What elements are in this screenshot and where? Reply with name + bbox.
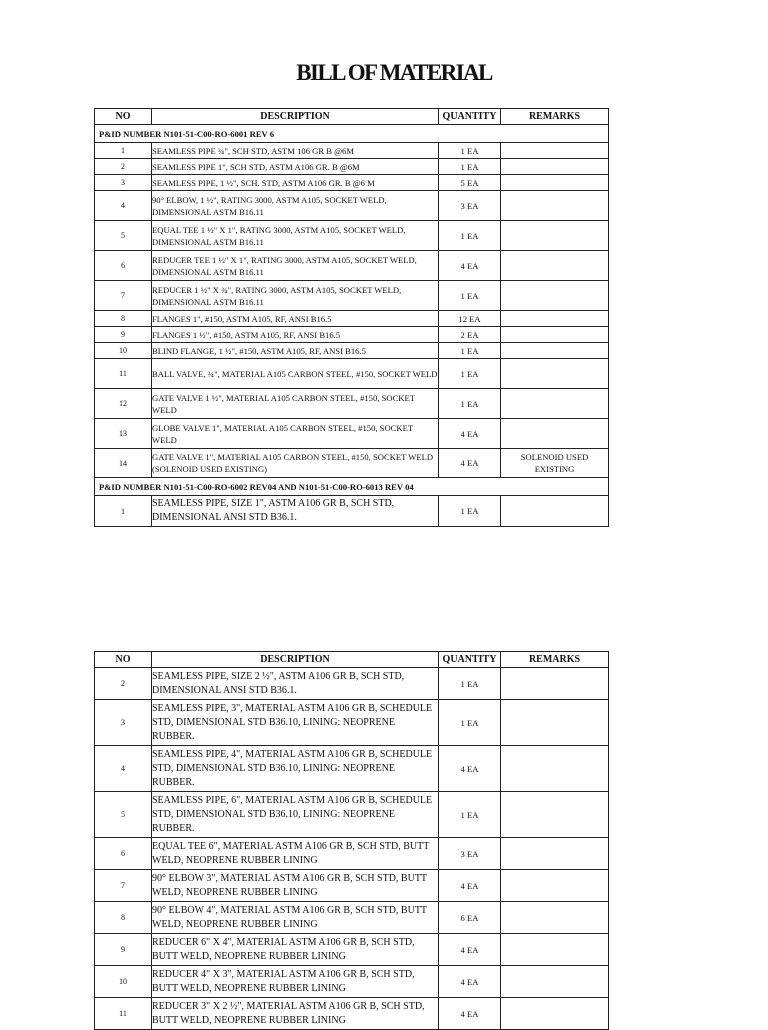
item-remarks xyxy=(501,668,609,700)
table-row xyxy=(95,281,609,311)
table-header-row xyxy=(95,109,609,125)
table-row xyxy=(95,838,609,870)
item-remarks xyxy=(501,419,609,449)
item-quantity: 1 EA xyxy=(439,389,501,419)
table-row xyxy=(95,419,609,449)
table-row xyxy=(95,449,609,478)
item-quantity: 1 EA xyxy=(439,359,501,389)
item-no: 6 xyxy=(95,838,152,870)
item-remarks xyxy=(501,902,609,934)
table-row xyxy=(95,143,609,159)
section-row xyxy=(95,478,609,496)
item-no: 7 xyxy=(95,870,152,902)
section-label: P&ID NUMBER N101-51-C00-RO-6001 REV 6 xyxy=(95,125,609,143)
item-quantity: 1 EA xyxy=(439,343,501,359)
bom-table-2 xyxy=(94,651,609,1030)
table-row xyxy=(95,998,609,1030)
item-no: 1 xyxy=(95,496,152,527)
item-quantity: 4 EA xyxy=(439,998,501,1030)
item-quantity: 1 EA xyxy=(439,700,501,746)
item-no: 11 xyxy=(95,998,152,1030)
header-description: DESCRIPTION xyxy=(152,652,439,668)
item-description: FLANGES 1 ½", #150, ASTM A105, RF, ANSI B16.5 xyxy=(152,327,439,343)
item-description: SEAMLESS PIPE ¾", SCH STD, ASTM 106 GR B @6M xyxy=(152,143,439,159)
header-remarks: REMARKS xyxy=(501,109,609,125)
table-row xyxy=(95,251,609,281)
item-quantity: 5 EA xyxy=(439,175,501,191)
item-remarks xyxy=(501,343,609,359)
item-no: 2 xyxy=(95,159,152,175)
item-remarks xyxy=(501,746,609,792)
item-no: 10 xyxy=(95,343,152,359)
table-row xyxy=(95,934,609,966)
table-row xyxy=(95,668,609,700)
table-row xyxy=(95,902,609,934)
item-no: 8 xyxy=(95,311,152,327)
header-no: NO xyxy=(95,109,152,125)
item-no: 3 xyxy=(95,175,152,191)
item-description: BLIND FLANGE, 1 ½", #150, ASTM A105, RF, ANSI B16.5 xyxy=(152,343,439,359)
header-quantity: QUANTITY xyxy=(439,109,501,125)
item-description: SEAMLESS PIPE, 1 ½", SCH. STD, ASTM A106 GR. B @6 M xyxy=(152,175,439,191)
table-row xyxy=(95,359,609,389)
table-row xyxy=(95,191,609,221)
item-description: REDUCER 1 ½" X ¾", RATING 3000, ASTM A105, SOCKET WELD, DIMENSIONAL ASTM B16.11 xyxy=(152,281,439,311)
table-row xyxy=(95,870,609,902)
item-remarks xyxy=(501,311,609,327)
item-no: 10 xyxy=(95,966,152,998)
item-no: 6 xyxy=(95,251,152,281)
item-remarks xyxy=(501,327,609,343)
header-description: DESCRIPTION xyxy=(152,109,439,125)
item-no: 9 xyxy=(95,327,152,343)
item-description: REDUCER 6" X 4", MATERIAL ASTM A106 GR B, SCH STD, BUTT WELD, NEOPRENE RUBBER LINING xyxy=(152,934,439,966)
table-row xyxy=(95,343,609,359)
item-description: 90° ELBOW 4", MATERIAL ASTM A106 GR B, SCH STD, BUTT WELD, NEOPRENE RUBBER LINING xyxy=(152,902,439,934)
item-remarks xyxy=(501,175,609,191)
item-quantity: 1 EA xyxy=(439,281,501,311)
item-no: 12 xyxy=(95,389,152,419)
item-quantity: 4 EA xyxy=(439,449,501,478)
item-no: 4 xyxy=(95,191,152,221)
item-remarks xyxy=(501,191,609,221)
item-description: 90° ELBOW 3", MATERIAL ASTM A106 GR B, SCH STD, BUTT WELD, NEOPRENE RUBBER LINING xyxy=(152,870,439,902)
item-quantity: 6 EA xyxy=(439,902,501,934)
table-row xyxy=(95,746,609,792)
item-description: 90° ELBOW, 1 ½", RATING 3000, ASTM A105, SOCKET WELD, DIMENSIONAL ASTM B16.11 xyxy=(152,191,439,221)
item-remarks xyxy=(501,998,609,1030)
item-remarks xyxy=(501,251,609,281)
item-description: BALL VALVE, ¾", MATERIAL A105 CARBON STEEL, #150, SOCKET WELD xyxy=(152,359,439,389)
item-description: EQUAL TEE 6", MATERIAL ASTM A106 GR B, SCH STD, BUTT WELD, NEOPRENE RUBBER LINING xyxy=(152,838,439,870)
bom-table-1 xyxy=(94,108,609,527)
item-description: EQUAL TEE 1 ½" X 1", RATING 3000, ASTM A105, SOCKET WELD, DIMENSIONAL ASTM B16.11 xyxy=(152,221,439,251)
item-quantity: 2 EA xyxy=(439,327,501,343)
item-remarks xyxy=(501,359,609,389)
item-description: SEAMLESS PIPE, 6", MATERIAL ASTM A106 GR B, SCHEDULE STD, DIMENSIONAL STD B36.10, LINING: NEOPRENE RUBBER. xyxy=(152,792,439,838)
table-row xyxy=(95,327,609,343)
item-no: 13 xyxy=(95,419,152,449)
item-remarks xyxy=(501,143,609,159)
item-quantity: 12 EA xyxy=(439,311,501,327)
item-remarks xyxy=(501,870,609,902)
item-remarks xyxy=(501,838,609,870)
item-remarks xyxy=(501,281,609,311)
item-remarks xyxy=(501,934,609,966)
item-quantity: 1 EA xyxy=(439,496,501,527)
item-no: 1 xyxy=(95,143,152,159)
header-remarks: REMARKS xyxy=(501,652,609,668)
item-no: 3 xyxy=(95,700,152,746)
item-no: 5 xyxy=(95,221,152,251)
item-quantity: 1 EA xyxy=(439,792,501,838)
item-description: GATE VALVE 1", MATERIAL A105 CARBON STEEL, #150, SOCKET WELD (SOLENOID USED EXISTING) xyxy=(152,449,439,478)
item-no: 11 xyxy=(95,359,152,389)
item-quantity: 1 EA xyxy=(439,221,501,251)
item-remarks xyxy=(501,700,609,746)
table-header-row xyxy=(95,652,609,668)
item-description: REDUCER 3" X 2 ½", MATERIAL ASTM A106 GR B, SCH STD, BUTT WELD, NEOPRENE RUBBER LINING xyxy=(152,998,439,1030)
table-row xyxy=(95,496,609,527)
item-description: REDUCER 4" X 3", MATERIAL ASTM A106 GR B, SCH STD, BUTT WELD, NEOPRENE RUBBER LINING xyxy=(152,966,439,998)
header-no: NO xyxy=(95,652,152,668)
section-row xyxy=(95,125,609,143)
item-description: GATE VALVE 1 ½", MATERIAL A105 CARBON STEEL, #150, SOCKET WELD xyxy=(152,389,439,419)
item-description: GLOBE VALVE 1", MATERIAL A105 CARBON STEEL, #150, SOCKET WELD xyxy=(152,419,439,449)
item-no: 8 xyxy=(95,902,152,934)
item-quantity: 1 EA xyxy=(439,668,501,700)
item-description: SEAMLESS PIPE, 4", MATERIAL ASTM A106 GR B, SCHEDULE STD, DIMENSIONAL STD B36.10, LINING: NEOPRENE RUBBER. xyxy=(152,746,439,792)
item-no: 4 xyxy=(95,746,152,792)
item-description: REDUCER TEE 1 ½" X 1", RATING 3000, ASTM A105, SOCKET WELD, DIMENSIONAL ASTM B16.11 xyxy=(152,251,439,281)
section-label: P&ID NUMBER N101-51-C00-RO-6002 REV04 AND N101-51-C00-RO-6013 REV 04 xyxy=(95,478,609,496)
document-title: BILL OF MATERIAL xyxy=(296,60,492,85)
item-no: 7 xyxy=(95,281,152,311)
item-quantity: 3 EA xyxy=(439,838,501,870)
item-remarks xyxy=(501,496,609,527)
item-remarks xyxy=(501,389,609,419)
item-quantity: 3 EA xyxy=(439,191,501,221)
item-quantity: 4 EA xyxy=(439,251,501,281)
item-remarks xyxy=(501,966,609,998)
table-row xyxy=(95,175,609,191)
table-row xyxy=(95,389,609,419)
item-quantity: 1 EA xyxy=(439,143,501,159)
item-remarks xyxy=(501,221,609,251)
item-no: 5 xyxy=(95,792,152,838)
table-row xyxy=(95,792,609,838)
item-quantity: 4 EA xyxy=(439,966,501,998)
item-no: 14 xyxy=(95,449,152,478)
item-description: SEAMLESS PIPE, 3", MATERIAL ASTM A106 GR B, SCHEDULE STD, DIMENSIONAL STD B36.10, LINING: NEOPRENE RUBBER. xyxy=(152,700,439,746)
table-row xyxy=(95,221,609,251)
item-remarks xyxy=(501,159,609,175)
item-quantity: 1 EA xyxy=(439,159,501,175)
item-no: 9 xyxy=(95,934,152,966)
item-remarks: SOLENOID USED EXISTING xyxy=(501,449,609,478)
table-row xyxy=(95,700,609,746)
table-row xyxy=(95,966,609,998)
table-row xyxy=(95,159,609,175)
item-quantity: 4 EA xyxy=(439,419,501,449)
item-quantity: 4 EA xyxy=(439,934,501,966)
item-remarks xyxy=(501,792,609,838)
item-description: SEAMLESS PIPE, SIZE 2 ½", ASTM A106 GR B, SCH STD, DIMENSIONAL ANSI STD B36.1. xyxy=(152,668,439,700)
item-description: SEAMLESS PIPE, SIZE 1", ASTM A106 GR B, SCH STD, DIMENSIONAL ANSI STD B36.1. xyxy=(152,496,439,527)
item-quantity: 4 EA xyxy=(439,746,501,792)
header-quantity: QUANTITY xyxy=(439,652,501,668)
item-no: 2 xyxy=(95,668,152,700)
item-description: FLANGES 1", #150, ASTM A105, RF, ANSI B16.5 xyxy=(152,311,439,327)
table-row xyxy=(95,311,609,327)
item-quantity: 4 EA xyxy=(439,870,501,902)
item-description: SEAMLESS PIPE 1", SCH STD, ASTM A106 GR. B @6M xyxy=(152,159,439,175)
